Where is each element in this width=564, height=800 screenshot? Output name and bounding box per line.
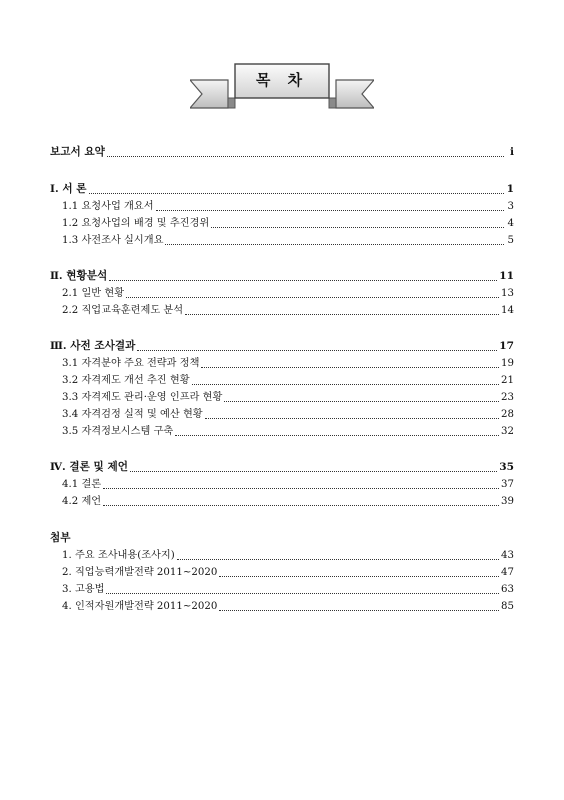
toc-entry-label: 1.1 요청사업 개요서	[62, 201, 154, 212]
dot-leader	[89, 193, 505, 194]
toc-entry-label: 4.1 결론	[62, 479, 102, 490]
toc-subentry[interactable]	[50, 372, 514, 389]
toc-page-number: 47	[501, 567, 514, 578]
toc-subentry[interactable]	[50, 493, 514, 510]
dot-leader	[224, 401, 499, 402]
dot-leader	[192, 384, 499, 385]
toc-page-number: i	[509, 146, 514, 158]
toc-subentry[interactable]	[50, 423, 514, 440]
toc-section-3[interactable]	[50, 338, 514, 355]
dot-leader	[107, 156, 504, 157]
toc-page-number: 5	[507, 235, 514, 246]
toc-entry-label: 3.3 자격제도 관리·운영 인프라 현황	[62, 392, 223, 403]
toc-entry-label: 3.5 자격정보시스템 구축	[62, 426, 174, 437]
toc-subentry[interactable]	[50, 389, 514, 406]
toc-section-label: Ⅰ. 서 론	[50, 183, 87, 195]
toc-entry-label: 2. 직업능력개발전략 2011~2020	[62, 567, 218, 578]
toc-entry-label: 3.1 자격분야 주요 전략과 정책	[62, 358, 200, 369]
toc-page-number: 11	[499, 270, 514, 282]
toc-subentry[interactable]	[50, 198, 514, 215]
dot-leader	[177, 559, 499, 560]
toc-appendix-entry[interactable]	[50, 564, 514, 581]
dot-leader	[106, 593, 499, 594]
dot-leader	[211, 227, 504, 228]
dot-leader	[185, 314, 499, 315]
toc-entry-label: 2.2 직업교육훈련제도 분석	[62, 305, 184, 316]
toc-section-label: 첨부	[50, 532, 71, 544]
toc-subentry[interactable]	[50, 302, 514, 319]
toc-section-label: Ⅲ. 사전 조사결과	[50, 340, 136, 352]
dot-leader	[219, 576, 499, 577]
dot-leader	[156, 210, 504, 211]
toc-entry-label: 4.2 제언	[62, 496, 102, 507]
dot-leader	[109, 280, 497, 281]
dot-leader	[126, 297, 499, 298]
toc-entry-label: 보고서 요약	[50, 146, 105, 158]
toc-page-number: 19	[501, 358, 514, 369]
toc-page-number: 63	[501, 584, 514, 595]
toc-section-1[interactable]	[50, 181, 514, 198]
toc-section-label: Ⅳ. 결론 및 제언	[50, 461, 128, 473]
toc-page-number: 3	[507, 201, 514, 212]
toc-page-number: 4	[507, 218, 514, 229]
toc-appendix-heading	[50, 530, 514, 547]
toc-title: 목 차	[255, 71, 309, 89]
toc-page-number: 37	[501, 479, 514, 490]
dot-leader	[103, 505, 499, 506]
dot-leader	[130, 471, 497, 472]
toc-entry-label: 4. 인적자원개발전략 2011~2020	[62, 601, 218, 612]
table-of-contents	[50, 144, 514, 615]
toc-entry-label: 2.1 일반 현황	[62, 288, 125, 299]
toc-section-label: Ⅱ. 현황분석	[50, 270, 108, 282]
dot-leader	[175, 435, 499, 436]
toc-page-number: 35	[499, 461, 514, 473]
toc-entry-summary[interactable]	[50, 144, 514, 161]
toc-appendix-entry[interactable]	[50, 547, 514, 564]
dot-leader	[165, 244, 504, 245]
dot-leader	[201, 367, 499, 368]
toc-page-number: 13	[501, 288, 514, 299]
toc-appendix-entry[interactable]	[50, 598, 514, 615]
toc-subentry[interactable]	[50, 285, 514, 302]
toc-page-number: 23	[501, 392, 514, 403]
toc-title-banner	[190, 58, 374, 116]
toc-page-number: 39	[501, 496, 514, 507]
toc-page-number: 85	[501, 601, 514, 612]
toc-page-number: 21	[501, 375, 514, 386]
toc-page-number: 17	[499, 340, 514, 352]
dot-leader	[219, 610, 499, 611]
toc-section-4[interactable]	[50, 459, 514, 476]
toc-subentry[interactable]	[50, 476, 514, 493]
dot-leader	[137, 350, 497, 351]
toc-entry-label: 1.3 사전조사 실시개요	[62, 235, 164, 246]
toc-entry-label: 3. 고용법	[62, 584, 105, 595]
toc-page-number: 28	[501, 409, 514, 420]
toc-subentry[interactable]	[50, 406, 514, 423]
toc-page-number: 43	[501, 550, 514, 561]
dot-leader	[205, 418, 499, 419]
toc-entry-label: 3.2 자격제도 개선 추진 현황	[62, 375, 190, 386]
toc-appendix-entry[interactable]	[50, 581, 514, 598]
toc-entry-label: 3.4 자격검정 실적 및 예산 현황	[62, 409, 203, 420]
toc-page-number: 32	[501, 426, 514, 437]
toc-page-number: 1	[506, 183, 514, 195]
toc-subentry[interactable]	[50, 232, 514, 249]
toc-subentry[interactable]	[50, 355, 514, 372]
toc-entry-label: 1.2 요청사업의 배경 및 추진경위	[62, 218, 210, 229]
toc-entry-label: 1. 주요 조사내용(조사지)	[62, 550, 175, 561]
toc-section-2[interactable]	[50, 268, 514, 285]
toc-page-number: 14	[501, 305, 514, 316]
toc-subentry[interactable]	[50, 215, 514, 232]
dot-leader	[103, 488, 499, 489]
